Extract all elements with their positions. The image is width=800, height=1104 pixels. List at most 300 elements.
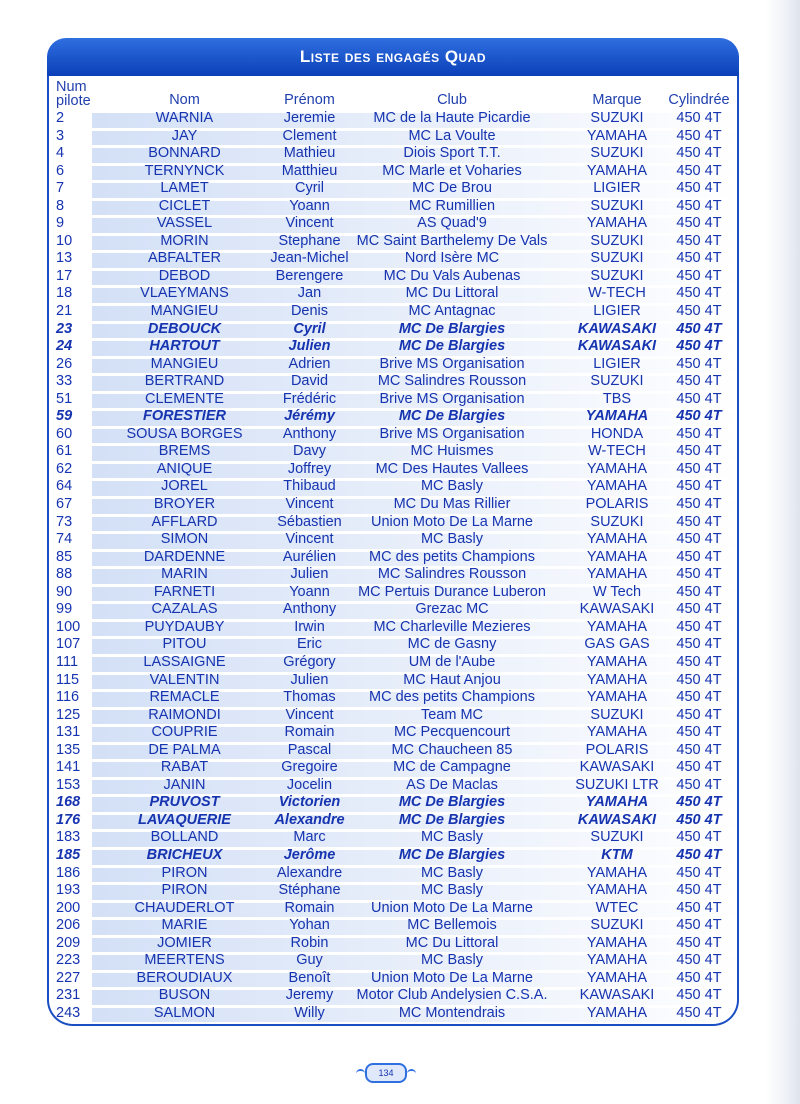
row-cylindree: 450 4T — [676, 689, 722, 706]
row-num: 23 — [56, 320, 73, 337]
row-prenom: Berengere — [275, 267, 344, 284]
row-prenom: Stéphane — [278, 882, 341, 899]
row-club: MC Haut Anjou — [403, 671, 501, 688]
row-prenom: Jerôme — [283, 846, 336, 863]
row-prenom: Julien — [290, 671, 329, 688]
row-cylindree: 450 4T — [676, 724, 722, 741]
header-club: Club — [437, 92, 467, 108]
row-marque: W-TECH — [588, 443, 646, 460]
row-marque: KAWASAKI — [579, 759, 655, 776]
row-num: 168 — [56, 794, 81, 811]
table-row — [52, 794, 742, 812]
row-club: MC Basly — [420, 952, 484, 969]
row-num: 100 — [56, 618, 81, 635]
row-num: 200 — [56, 899, 81, 916]
row-nom: VASSEL — [156, 215, 213, 232]
row-club: Union Moto De La Marne — [371, 513, 533, 530]
row-club: Union Moto De La Marne — [371, 969, 533, 986]
row-num: 33 — [56, 373, 73, 390]
row-prenom: Jérémy — [284, 408, 335, 425]
table-row — [52, 461, 742, 479]
row-marque: YAMAHA — [586, 952, 648, 969]
row-nom: BOLLAND — [150, 829, 219, 846]
row-num: 64 — [56, 478, 73, 495]
column-header-row — [52, 80, 742, 110]
row-num: 10 — [56, 232, 73, 249]
table-row — [52, 478, 742, 496]
row-num: 7 — [56, 180, 65, 197]
row-prenom: Matthieu — [281, 162, 338, 179]
header-nom: Nom — [169, 92, 200, 108]
table-row — [52, 900, 742, 918]
row-cylindree: 450 4T — [676, 460, 722, 477]
row-club: MC De Blargies — [398, 846, 506, 863]
table-row — [52, 373, 742, 391]
row-club: MC de la Haute Picardie — [373, 110, 531, 126]
row-club: MC Saint Barthelemy De Vals — [356, 232, 548, 249]
row-nom: MARIE — [161, 917, 208, 934]
row-prenom: Marc — [293, 829, 326, 846]
row-cylindree: 450 4T — [676, 548, 722, 565]
row-nom: BRICHEUX — [146, 846, 223, 863]
table-row — [52, 847, 742, 865]
row-marque: W-TECH — [588, 285, 646, 302]
row-marque: POLARIS — [585, 496, 649, 513]
row-cylindree: 450 4T — [676, 215, 722, 232]
row-prenom: Guy — [296, 952, 323, 969]
row-num: 116 — [56, 689, 80, 706]
row-nom: PRUVOST — [149, 794, 220, 811]
row-num: 26 — [56, 355, 73, 372]
row-nom: AFFLARD — [151, 513, 218, 530]
row-nom: RABAT — [160, 759, 209, 776]
row-prenom: Vincent — [285, 531, 334, 548]
row-prenom: Cyril — [295, 180, 324, 197]
row-prenom: Sébastien — [277, 513, 342, 530]
table-row — [52, 338, 742, 356]
row-club: MC Chaucheen 85 — [391, 741, 513, 758]
row-prenom: Julien — [290, 566, 329, 583]
row-club: MC De Blargies — [398, 811, 506, 828]
row-prenom: Jan — [297, 285, 322, 302]
row-club: MC Basly — [420, 864, 484, 881]
row-cylindree: 450 4T — [676, 110, 722, 126]
table-row — [52, 987, 742, 1005]
row-nom: MEERTENS — [144, 952, 225, 969]
row-num: 17 — [56, 267, 73, 284]
row-nom: BEROUDIAUX — [136, 969, 233, 986]
row-nom: PIRON — [161, 882, 208, 899]
row-cylindree: 450 4T — [676, 320, 722, 337]
row-club: Brive MS Organisation — [379, 390, 525, 407]
row-cylindree: 450 4T — [676, 443, 722, 460]
row-nom: COUPRIE — [151, 724, 218, 741]
row-nom: CLEMENTE — [145, 390, 224, 407]
row-marque: YAMAHA — [586, 566, 648, 583]
row-prenom: Vincent — [285, 706, 334, 723]
table-row — [52, 145, 742, 163]
row-marque: TBS — [602, 390, 632, 407]
row-prenom: Clement — [282, 127, 337, 144]
row-num: 88 — [56, 566, 73, 583]
table-row — [52, 619, 742, 637]
row-club: MC Des Hautes Vallees — [375, 460, 529, 477]
row-cylindree: 450 4T — [676, 653, 722, 670]
row-cylindree: 450 4T — [676, 355, 722, 372]
row-prenom: David — [290, 373, 329, 390]
row-cylindree: 450 4T — [676, 531, 722, 548]
row-nom: JANIN — [163, 776, 206, 793]
row-num: 21 — [56, 303, 73, 320]
row-nom: DARDENNE — [143, 548, 226, 565]
row-prenom: Irwin — [294, 618, 325, 635]
table-row — [52, 724, 742, 742]
row-nom: SOUSA BORGES — [126, 425, 243, 442]
row-cylindree: 450 4T — [676, 636, 722, 653]
row-club: MC de Gasny — [407, 636, 497, 653]
row-club: Grezac MC — [415, 601, 489, 618]
row-club: Union Moto De La Marne — [371, 899, 533, 916]
row-num: 111 — [56, 653, 79, 670]
title-banner — [47, 38, 739, 76]
row-prenom: Alexandre — [274, 811, 345, 828]
row-marque: YAMAHA — [586, 478, 648, 495]
table-row — [52, 935, 742, 953]
row-club: MC Rumillien — [408, 197, 496, 214]
header-num: Num pilote — [56, 79, 91, 109]
row-num: 183 — [56, 829, 81, 846]
row-prenom: Gregoire — [281, 759, 338, 776]
row-cylindree: 450 4T — [676, 969, 722, 986]
table-row — [52, 163, 742, 181]
row-nom: MANGIEU — [150, 355, 219, 372]
table-row — [52, 110, 742, 128]
row-cylindree: 450 4T — [676, 811, 722, 828]
row-nom: VALENTIN — [149, 671, 220, 688]
row-club: AS Quad'9 — [417, 215, 487, 232]
rows-container — [52, 110, 742, 1022]
table-row — [52, 654, 742, 672]
row-marque: SUZUKI — [590, 145, 644, 162]
row-nom: SIMON — [160, 531, 209, 548]
row-cylindree: 450 4T — [676, 127, 722, 144]
row-cylindree: 450 4T — [676, 846, 722, 863]
table-row — [52, 443, 742, 461]
row-num: 135 — [56, 741, 81, 758]
row-nom: TERNYNCK — [144, 162, 225, 179]
table-row — [52, 1005, 742, 1023]
row-marque: YAMAHA — [586, 215, 648, 232]
row-cylindree: 450 4T — [676, 145, 722, 162]
row-prenom: Denis — [290, 303, 329, 320]
table-row — [52, 356, 742, 374]
row-cylindree: 450 4T — [676, 776, 722, 793]
row-marque: SUZUKI — [590, 197, 644, 214]
row-marque: KAWASAKI — [579, 601, 655, 618]
row-club: Nord Isère MC — [404, 250, 500, 267]
row-num: 90 — [56, 583, 73, 600]
row-club: MC Salindres Rousson — [377, 373, 527, 390]
row-num: 186 — [56, 864, 81, 881]
row-marque: LIGIER — [593, 355, 641, 372]
row-num: 8 — [56, 197, 65, 214]
row-club: MC De Blargies — [398, 408, 506, 425]
row-cylindree: 450 4T — [676, 285, 722, 302]
table-row — [52, 303, 742, 321]
row-prenom: Willy — [294, 1004, 325, 1021]
row-marque: YAMAHA — [586, 127, 648, 144]
row-prenom: Vincent — [285, 215, 334, 232]
table-row — [52, 882, 742, 900]
row-nom: HARTOUT — [149, 338, 220, 355]
row-num: 6 — [56, 162, 65, 179]
row-cylindree: 450 4T — [676, 408, 722, 425]
table-row — [52, 496, 742, 514]
row-club: MC Du Littoral — [405, 285, 499, 302]
row-num: 176 — [56, 811, 81, 828]
row-club: MC Bellemois — [407, 917, 497, 934]
row-club: MC Basly — [420, 829, 484, 846]
row-num: 131 — [56, 724, 81, 741]
row-num: 85 — [56, 548, 73, 565]
table-row — [52, 865, 742, 883]
row-num: 51 — [56, 390, 73, 407]
row-marque: SUZUKI — [590, 373, 644, 390]
entries-list — [52, 80, 742, 1022]
table-row — [52, 601, 742, 619]
row-marque: KAWASAKI — [579, 987, 655, 1004]
row-nom: PITOU — [162, 636, 207, 653]
row-prenom: Romain — [284, 724, 335, 741]
row-cylindree: 450 4T — [676, 899, 722, 916]
row-marque: POLARIS — [585, 741, 649, 758]
row-num: 209 — [56, 934, 81, 951]
row-cylindree: 450 4T — [676, 583, 722, 600]
row-cylindree: 450 4T — [676, 601, 722, 618]
page-number: 134 — [365, 1063, 406, 1083]
row-prenom: Alexandre — [276, 864, 343, 881]
row-num: 62 — [56, 460, 73, 477]
row-marque: YAMAHA — [586, 531, 648, 548]
row-cylindree: 450 4T — [676, 829, 722, 846]
table-row — [52, 549, 742, 567]
row-marque: SUZUKI — [590, 917, 644, 934]
row-nom: CHAUDERLOT — [134, 899, 235, 916]
row-club: MC Charleville Mezieres — [373, 618, 531, 635]
row-club: MC De Brou — [412, 180, 492, 197]
row-nom: CICLET — [158, 197, 211, 214]
row-nom: MANGIEU — [150, 303, 219, 320]
row-marque: YAMAHA — [586, 460, 648, 477]
row-marque: YAMAHA — [586, 882, 648, 899]
row-nom: MARIN — [161, 566, 208, 583]
row-marque: YAMAHA — [586, 689, 648, 706]
row-prenom: Frédéric — [282, 390, 337, 407]
table-row — [52, 742, 742, 760]
row-nom: RAIMONDI — [148, 706, 221, 723]
row-prenom: Yoann — [289, 197, 330, 214]
row-prenom: Yoann — [289, 583, 330, 600]
table-row — [52, 426, 742, 444]
row-club: MC Du Littoral — [405, 934, 499, 951]
row-club: MC Basly — [420, 882, 484, 899]
row-club: MC Du Mas Rillier — [393, 496, 511, 513]
header-prenom: Prénom — [284, 92, 335, 108]
row-prenom: Stephane — [278, 232, 341, 249]
row-num: 153 — [56, 776, 81, 793]
row-club: MC Basly — [420, 478, 484, 495]
row-cylindree: 450 4T — [676, 917, 722, 934]
row-marque: YAMAHA — [586, 969, 648, 986]
row-marque: W Tech — [592, 583, 642, 600]
table-row — [52, 180, 742, 198]
row-nom: LAMET — [160, 180, 209, 197]
row-nom: JOMIER — [157, 934, 212, 951]
table-row — [52, 672, 742, 690]
table-row — [52, 952, 742, 970]
row-marque: SUZUKI — [590, 829, 644, 846]
row-nom: JOREL — [161, 478, 208, 495]
row-cylindree: 450 4T — [676, 303, 722, 320]
row-marque: SUZUKI — [590, 232, 644, 249]
row-club: Diois Sport T.T. — [403, 145, 501, 162]
row-cylindree: 450 4T — [676, 566, 722, 583]
row-marque: YAMAHA — [586, 162, 648, 179]
page-title: Liste des engagés Quad — [299, 47, 487, 66]
row-marque: KAWASAKI — [577, 320, 657, 337]
row-club: MC des petits Champions — [368, 689, 535, 706]
row-club: Team MC — [420, 706, 484, 723]
row-cylindree: 450 4T — [676, 373, 722, 390]
row-prenom: Mathieu — [283, 145, 336, 162]
row-marque: YAMAHA — [586, 618, 648, 635]
row-num: 13 — [56, 250, 73, 267]
row-cylindree: 450 4T — [676, 618, 722, 635]
row-nom: REMACLE — [149, 689, 220, 706]
row-cylindree: 450 4T — [676, 338, 722, 355]
table-row — [52, 970, 742, 988]
row-marque: YAMAHA — [586, 1004, 648, 1021]
row-cylindree: 450 4T — [676, 232, 722, 249]
table-row — [52, 917, 742, 935]
row-num: 60 — [56, 425, 73, 442]
row-num: 2 — [56, 110, 65, 126]
row-num: 61 — [56, 443, 73, 460]
row-marque: SUZUKI — [590, 706, 644, 723]
row-num: 141 — [56, 759, 81, 776]
row-prenom: Romain — [284, 899, 335, 916]
row-num: 227 — [56, 969, 81, 986]
row-club: MC Salindres Rousson — [377, 566, 527, 583]
table-row — [52, 321, 742, 339]
table-row — [52, 128, 742, 146]
row-club: MC De Blargies — [398, 794, 506, 811]
row-prenom: Jeremy — [285, 987, 334, 1004]
row-nom: DEBOUCK — [147, 320, 222, 337]
row-marque: KAWASAKI — [577, 338, 657, 355]
row-num: 107 — [56, 636, 81, 653]
row-marque: GAS GAS — [584, 636, 650, 653]
table-row — [52, 829, 742, 847]
row-cylindree: 450 4T — [676, 390, 722, 407]
header-cylindree: Cylindrée — [668, 92, 730, 108]
row-prenom: Robin — [290, 934, 329, 951]
table-row — [52, 514, 742, 532]
row-club: MC La Voulte — [408, 127, 496, 144]
row-nom: BONNARD — [148, 145, 221, 162]
table-row — [52, 566, 742, 584]
row-cylindree: 450 4T — [676, 987, 722, 1004]
row-nom: LASSAIGNE — [143, 653, 226, 670]
row-num: 243 — [56, 1004, 81, 1021]
row-club: AS De Maclas — [406, 776, 498, 793]
row-marque: YAMAHA — [586, 864, 648, 881]
row-cylindree: 450 4T — [676, 671, 722, 688]
row-cylindree: 450 4T — [676, 496, 722, 513]
row-cylindree: 450 4T — [676, 741, 722, 758]
row-marque: SUZUKI — [590, 513, 644, 530]
table-row — [52, 268, 742, 286]
row-prenom: Julien — [288, 338, 331, 355]
row-nom: VLAEYMANS — [140, 285, 229, 302]
table-row — [52, 812, 742, 830]
row-prenom: Pascal — [287, 741, 332, 758]
row-nom: WARNIA — [155, 110, 214, 126]
row-num: 125 — [56, 706, 81, 723]
badge-wing-left — [356, 1069, 365, 1077]
row-marque: KTM — [601, 846, 633, 863]
row-prenom: Victorien — [278, 794, 341, 811]
row-nom: ANIQUE — [156, 460, 213, 477]
table-row — [52, 285, 742, 303]
row-nom: BROYER — [153, 496, 216, 513]
row-marque: KAWASAKI — [577, 811, 657, 828]
row-nom: DE PALMA — [148, 741, 221, 758]
row-nom: MORIN — [160, 232, 209, 249]
row-num: 231 — [56, 987, 81, 1004]
row-cylindree: 450 4T — [676, 759, 722, 776]
row-club: MC de Campagne — [393, 759, 511, 776]
row-club: UM de l'Aube — [408, 653, 496, 670]
row-num: 9 — [56, 215, 65, 232]
row-cylindree: 450 4T — [676, 478, 722, 495]
row-prenom: Jocelin — [286, 776, 333, 793]
row-club: MC des petits Champions — [368, 548, 535, 565]
row-num: 74 — [56, 531, 73, 548]
row-club: Motor Club Andelysien C.S.A. — [356, 987, 548, 1004]
row-cylindree: 450 4T — [676, 425, 722, 442]
row-marque: YAMAHA — [585, 794, 649, 811]
row-cylindree: 450 4T — [676, 513, 722, 530]
row-nom: DEBOD — [158, 267, 211, 284]
row-prenom: Joffrey — [287, 460, 332, 477]
table-row — [52, 233, 742, 251]
row-nom: SALMON — [153, 1004, 216, 1021]
row-club: MC De Blargies — [398, 320, 506, 337]
row-nom: JAY — [171, 127, 198, 144]
row-prenom: Jean-Michel — [270, 250, 349, 267]
row-num: 18 — [56, 285, 73, 302]
row-marque: SUZUKI — [590, 250, 644, 267]
row-club: MC Montendrais — [398, 1004, 506, 1021]
row-cylindree: 450 4T — [676, 267, 722, 284]
row-num: 206 — [56, 917, 81, 934]
table-row — [52, 250, 742, 268]
row-cylindree: 450 4T — [676, 162, 722, 179]
row-num: 99 — [56, 601, 73, 618]
row-prenom: Davy — [292, 443, 327, 460]
row-nom: FARNETI — [153, 583, 216, 600]
